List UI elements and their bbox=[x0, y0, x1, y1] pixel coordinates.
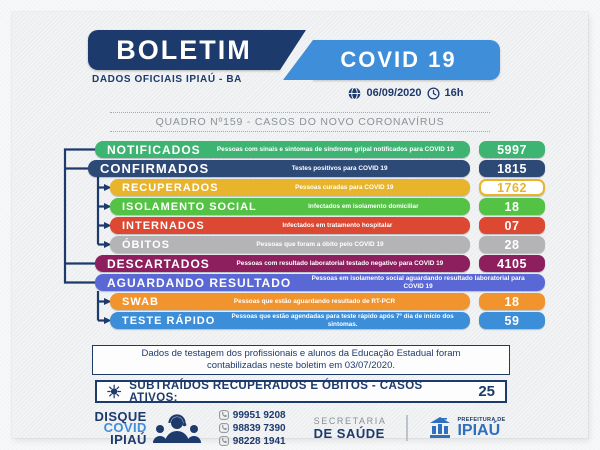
row-label: TESTE RÁPIDO bbox=[122, 314, 216, 327]
row-value: 18 bbox=[479, 293, 545, 310]
row-pill bbox=[95, 274, 545, 291]
table-row bbox=[12, 198, 588, 215]
cases-table bbox=[12, 141, 588, 331]
disque-word-1: DISQUE bbox=[94, 409, 147, 425]
table-row bbox=[12, 141, 588, 158]
row-pill bbox=[110, 198, 470, 215]
row-description: Pessoas com sinais e sintomas de síndrome gripal notificados para COVID 19 bbox=[216, 145, 454, 153]
virus-icon bbox=[107, 384, 121, 399]
prefeitura-city-name: IPIAÚ bbox=[457, 422, 501, 440]
disque-covid-logo bbox=[94, 409, 203, 447]
row-pill bbox=[110, 236, 470, 253]
row-value: 28 bbox=[479, 236, 545, 253]
active-cases-value: 25 bbox=[478, 383, 495, 400]
row-pill bbox=[110, 312, 470, 329]
table-row bbox=[12, 312, 588, 329]
quadro-title: QUADRO Nº159 - CASOS DO NOVO CORONAVÍRUS bbox=[110, 112, 490, 132]
secretaria-saude-logo bbox=[314, 416, 387, 441]
prefeitura-logo bbox=[428, 417, 505, 439]
row-pill bbox=[110, 179, 470, 196]
row-label: ÓBITOS bbox=[122, 238, 170, 251]
bulletin-date: 06/09/2020 bbox=[366, 87, 422, 99]
row-label: DESCARTADOS bbox=[107, 256, 210, 271]
phone-number: 99951 9208 bbox=[232, 409, 286, 421]
boletim-banner bbox=[88, 30, 280, 70]
row-label: ISOLAMENTO SOCIAL bbox=[122, 200, 257, 213]
phone-icon bbox=[219, 423, 229, 433]
table-row bbox=[12, 160, 588, 177]
phone-number: 98228 1941 bbox=[232, 435, 286, 447]
row-pill bbox=[95, 141, 470, 158]
active-cases-box bbox=[95, 380, 507, 403]
row-description: Testes positivos para COVID 19 bbox=[291, 164, 388, 172]
row-value: 18 bbox=[479, 198, 545, 215]
table-row bbox=[12, 255, 588, 272]
phone-entry bbox=[219, 436, 286, 447]
disque-word-3: IPIAÚ bbox=[110, 431, 147, 447]
row-value: 5997 bbox=[479, 141, 545, 158]
row-label: AGUARDANDO RESULTADO bbox=[107, 275, 292, 290]
row-pill bbox=[110, 293, 470, 310]
phone-number: 98839 7390 bbox=[232, 422, 286, 434]
row-label: SWAB bbox=[122, 295, 159, 308]
bulletin-time: 16h bbox=[444, 87, 464, 99]
footer bbox=[12, 410, 588, 446]
official-data-subtitle: DADOS OFICIAIS IPIAÚ - BA bbox=[92, 74, 243, 85]
covid-banner bbox=[313, 40, 500, 80]
row-value: 59 bbox=[479, 312, 545, 329]
row-description: Pessoas que estão agendadas para teste rápido após 7º dia de início dos sintomas. bbox=[231, 313, 454, 328]
bulletin-card bbox=[12, 12, 588, 447]
row-description: Pessoas que estão aguardando resultado de RT-PCR bbox=[233, 297, 396, 305]
secretaria-line2: DE SAÚDE bbox=[313, 425, 385, 441]
phone-list bbox=[219, 410, 286, 447]
call-center-icon bbox=[151, 412, 203, 444]
row-description: Pessoas que foram a óbito pelo COVID 19 bbox=[256, 240, 384, 248]
table-row bbox=[12, 236, 588, 253]
covid-title: COVID 19 bbox=[340, 47, 457, 72]
row-label: NOTIFICADOS bbox=[107, 142, 201, 157]
row-description: Pessoas com resultado laboratorial testado negativo para COVID 19 bbox=[236, 259, 444, 267]
globe-icon bbox=[348, 87, 361, 100]
table-row bbox=[12, 217, 588, 234]
row-value: 1762 bbox=[479, 179, 545, 196]
active-cases-label: SUBTRAÍDOS RECUPERADOS E ÓBITOS - CASOS ATIVOS: bbox=[129, 379, 423, 404]
row-label: CONFIRMADOS bbox=[100, 161, 210, 176]
row-label: INTERNADOS bbox=[122, 219, 205, 232]
table-row bbox=[12, 274, 588, 291]
row-pill bbox=[110, 217, 470, 234]
secretaria-line1: SECRETARIA bbox=[313, 415, 387, 426]
page-title: BOLETIM bbox=[116, 34, 252, 65]
phone-icon bbox=[219, 436, 229, 446]
phone-entry bbox=[219, 423, 286, 434]
disque-word-2: COVID bbox=[103, 420, 147, 436]
clock-icon bbox=[427, 87, 440, 100]
row-value: 1815 bbox=[479, 160, 545, 177]
prefeitura-small-label: PREFEITURA DE bbox=[457, 417, 506, 424]
note-box: Dados de testagem dos profissionais e alunos da Educação Estadual foram contabilizadas neste boletim em 03/07/2020. bbox=[92, 345, 510, 375]
row-pill bbox=[95, 255, 470, 272]
row-label: RECUPERADOS bbox=[122, 181, 219, 194]
row-description: Infectados em tratamento hospitalar bbox=[282, 221, 393, 229]
row-description: Infectados em isolamento domiciliar bbox=[308, 202, 419, 210]
row-description: Pessoas em isolamento social aguardando resultado laboratorial para COVID 19 bbox=[311, 275, 525, 290]
footer-divider bbox=[406, 415, 408, 441]
row-description: Pessoas curadas para COVID 19 bbox=[295, 183, 394, 191]
row-value: 4105 bbox=[479, 255, 545, 272]
table-row bbox=[12, 179, 588, 196]
table-row bbox=[12, 293, 588, 310]
row-value: 07 bbox=[479, 217, 545, 234]
row-pill bbox=[88, 160, 470, 177]
date-time-row bbox=[312, 86, 500, 100]
city-hall-icon bbox=[428, 417, 452, 439]
phone-icon bbox=[219, 410, 229, 420]
phone-entry bbox=[219, 410, 286, 421]
